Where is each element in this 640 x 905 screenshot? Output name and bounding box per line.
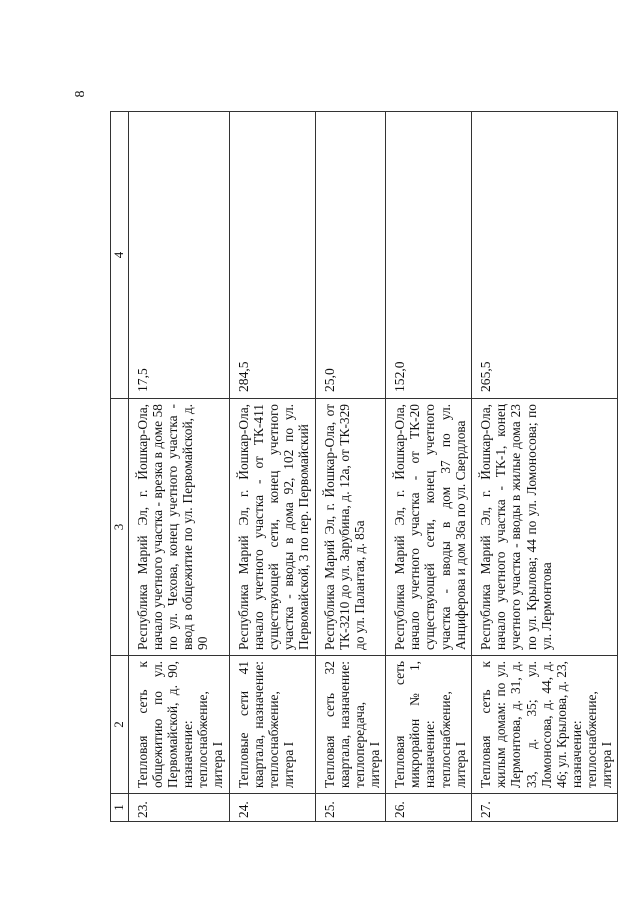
- column-header-3: 3: [111, 399, 129, 656]
- network-location: Республика Марий Эл, г. Йошкар-Ола, от ТК-3210 до ул. Зарубина, д. 12а, от ТК-329 до ул. Палантая, д. 85а: [315, 399, 386, 656]
- network-location: Республика Марий Эл, г. Йошкар-Ола, начало учетного участка - ТК-1, конец учетного участка - вводы в жилые дома 23 по ул. Крылова; 44 по ул. Ломоносова; по ул. Лермонтова: [472, 399, 618, 656]
- row-number: 25.: [315, 794, 386, 822]
- page-number: 8: [73, 90, 88, 98]
- network-location: Республика Марий Эл, г. Йошкар-Ола, начало учетного участка - от ТК-411 существующей сети, конец учетного участка - вводы в дома 92, 102 по ул. Первомайской, 3 по пер. Первомайский: [229, 399, 315, 656]
- network-location: Республика Марий Эл, г. Йошкар-Ола, начало учетного участка - от ТК-20 существующей сети, конец учетного участка - вводы в дом 37 по ул. Анциферова и дом 36а по ул. Свердлова: [386, 399, 472, 656]
- network-name: Тепловые сети 41 квартала, назначение: теплоснабжение, литера I: [229, 656, 315, 794]
- table-row: [386, 112, 472, 822]
- table-row: [128, 112, 229, 822]
- network-length: 17,5: [128, 112, 229, 399]
- column-header-2: 2: [111, 656, 129, 794]
- network-name: Тепловая сеть к жилым домам: по ул. Лермонтова, д. 31, д. 33, д. 35; ул. Ломоносова, д. 44, д. 46; ул. Крылова, д. 23, назначение: теплоснабжение, литера I: [472, 656, 618, 794]
- row-number: 27.: [472, 794, 618, 822]
- property-table: [110, 111, 618, 822]
- network-length: 25,0: [315, 112, 386, 399]
- column-header-4: 4: [111, 112, 129, 399]
- table-row: [472, 112, 618, 822]
- network-name: Тепловая сеть к общежитию по ул. Первомайской, д. 90, назначение: теплоснабжение, литера I: [128, 656, 229, 794]
- network-length: 284,5: [229, 112, 315, 399]
- network-name: Тепловая сеть микрорайон № 1, назначение: теплоснабжение, литера I: [386, 656, 472, 794]
- row-number: 23.: [128, 794, 229, 822]
- table-row: [315, 112, 386, 822]
- table-header-row: [111, 112, 129, 822]
- row-number: 26.: [386, 794, 472, 822]
- network-name: Тепловая сеть 32 квартала, назначение: теплопередача, литера I: [315, 656, 386, 794]
- row-number: 24.: [229, 794, 315, 822]
- network-length: 152,0: [386, 112, 472, 399]
- column-header-1: 1: [111, 794, 129, 822]
- network-location: Республика Марий Эл, г. Йошкар-Ола, начало учетного участка - врезка в доме 58 по ул. Чехова, конец учетного участка - ввод в общежитие по ул. Первомайской, д. 90: [128, 399, 229, 656]
- rotated-table-wrapper: [110, 112, 615, 822]
- network-length: 265,5: [472, 112, 618, 399]
- table-row: [229, 112, 315, 822]
